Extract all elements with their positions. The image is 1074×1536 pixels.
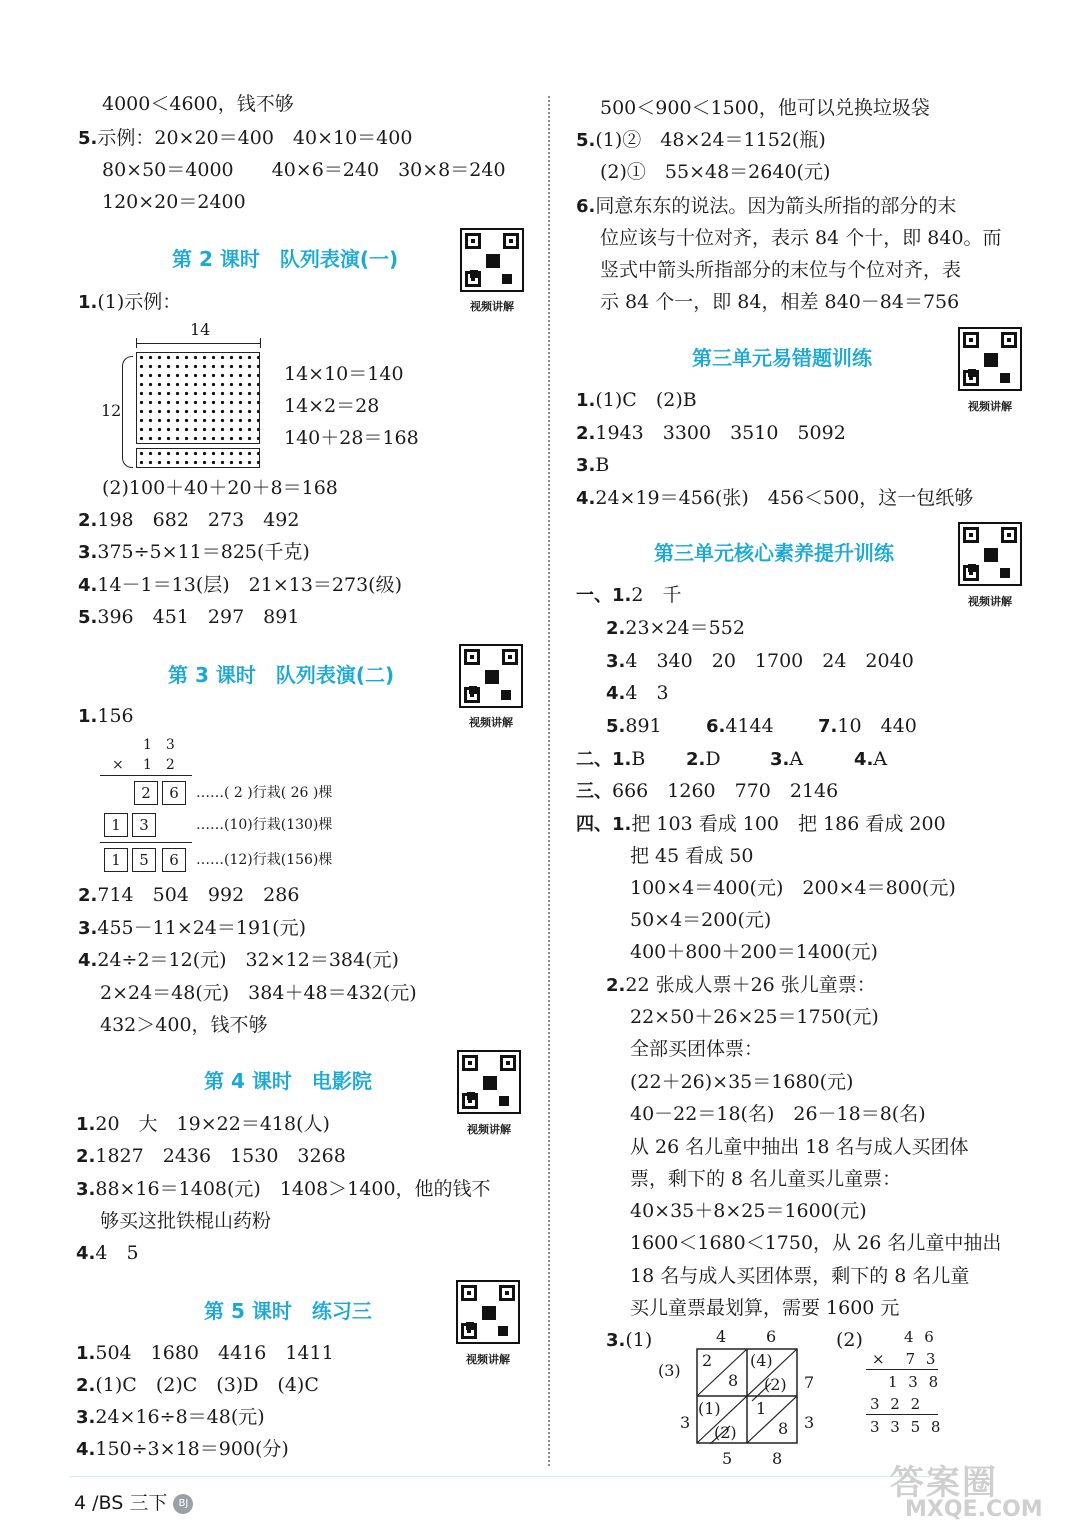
question-5: 5.(1)② 48×24＝1152(瓶) (576, 129, 826, 151)
qr-label: 视频讲解 (469, 716, 513, 729)
page-footer: 4 /BS 三下 BJ (74, 1488, 193, 1515)
part-4-q1: 四、1.把 103 看成 100 把 186 看成 200 (576, 813, 946, 835)
question-1: 1.(1)C (2)B (576, 389, 697, 411)
question-3: 3.B (576, 454, 610, 476)
line-text: (2)① 55×48＝2640(元) (600, 161, 831, 183)
qr-code-icon[interactable] (460, 228, 524, 292)
sub-label: (2) (836, 1329, 863, 1351)
section-title: 第 3 课时 队列表演(二) (168, 663, 395, 687)
part-1-q6: 6.4144 (706, 715, 774, 737)
line-text: 1600＜1680＜1750，从 26 名儿童中抽出 (630, 1232, 1002, 1254)
footer-rule (70, 1476, 930, 1477)
part-4-q3: 3.(1) (606, 1329, 653, 1351)
question-1: 1.504 1680 4416 1411 (76, 1342, 334, 1364)
question-5: 5.396 451 297 891 (78, 606, 300, 628)
question-4: 4.24×19＝456(张) 456＜500，这一包纸够 (576, 487, 974, 509)
part-2-q3: 3.A (770, 748, 804, 770)
column-divider (548, 96, 550, 1466)
section-title: 第 4 课时 电影院 (204, 1069, 372, 1093)
line-text: 4000＜4600，钱不够 (102, 93, 294, 115)
dot-grid-extra (137, 449, 259, 467)
line-text: (22＋26)×35＝1680(元) (630, 1071, 854, 1093)
line-text: 示 84 个一，即 84，相差 840－84＝756 (600, 291, 960, 313)
part-1-q4: 4.4 3 (606, 682, 669, 704)
section-title: 第 5 课时 练习三 (204, 1299, 372, 1323)
equation: 14×10＝140 (284, 363, 404, 385)
question-3: 3.88×16＝1408(元) 1408＞1400，他的钱不 (76, 1178, 491, 1200)
equation: 140＋28＝168 (284, 427, 419, 449)
question-3: 3.455－11×24＝191(元) (78, 917, 307, 939)
line-text: 100×4＝400(元) 200×4＝800(元) (630, 877, 956, 899)
section-title: 第 2 课时 队列表演(一) (172, 247, 399, 271)
part-1-q2: 2.23×24＝552 (606, 617, 745, 639)
line-text: 22×50＋26×25＝1750(元) (630, 1006, 879, 1028)
line-text: 位应该与十位对齐，表示 84 个十，即 840。而 (600, 227, 1002, 249)
question-2: 2.198 682 273 492 (78, 509, 300, 531)
part-2-q2: 2.D (686, 748, 721, 770)
line-text: 票，剩下的 8 名儿童买儿童票： (630, 1168, 902, 1190)
line-text: 2×24＝48(元) 384＋48＝432(元) (100, 982, 417, 1004)
part-2-q1: 二、1.B (576, 748, 646, 770)
line-text: 从 26 名儿童中抽出 18 名与成人买团体 (630, 1136, 969, 1158)
question-4: 4.4 5 (76, 1242, 139, 1264)
question-6: 6.同意东东的说法。因为箭头所指的部分的末 (576, 195, 957, 217)
dot-grid (137, 353, 259, 443)
part-4-q2: 2.22 张成人票＋26 张儿童票： (606, 974, 876, 996)
question-5: 5.示例：20×20＝400 40×10＝400 (78, 127, 413, 149)
qr-label: 视频讲解 (466, 1353, 510, 1366)
line-text: 80×50＝4000 40×6＝240 30×8＝240 (102, 159, 506, 181)
question-2: 2.1827 2436 1530 3268 (76, 1145, 346, 1167)
part-1-q3: 3.4 340 20 1700 24 2040 (606, 650, 914, 672)
line-text: 400＋800＋200＝1400(元) (630, 941, 878, 963)
question-2: 2.(1)C (2)C (3)D (4)C (76, 1374, 319, 1396)
question-4: 4.14－1＝13(层) 21×13＝273(级) (78, 574, 403, 596)
question-1: 1.156 (78, 705, 134, 727)
line-text: 40－22＝18(名) 26－18＝8(名) (630, 1103, 926, 1125)
line-text: 买儿童票最划算，需要 1600 元 (630, 1297, 900, 1319)
part-1-q1: 一、1.2 千 (576, 584, 682, 606)
qr-label: 视频讲解 (470, 300, 514, 313)
line-text: 够买这批铁棍山药粉 (100, 1210, 272, 1232)
line-text: 120×20＝2400 (102, 191, 246, 213)
qr-code-icon[interactable] (456, 1280, 520, 1344)
section-title: 第三单元易错题训练 (692, 346, 872, 370)
question-3: 3.375÷5×11＝825(千克) (78, 541, 310, 563)
part-1-q7: 7.10 440 (818, 715, 917, 737)
question-2: 2.714 504 992 286 (78, 884, 300, 906)
line-text: 432＞400，钱不够 (100, 1014, 268, 1036)
question-4: 4.24÷2＝12(元) 32×12＝384(元) (78, 949, 399, 971)
watermark-url: MXQE.COM (905, 1497, 1043, 1522)
qr-code-icon[interactable] (459, 644, 523, 708)
watermark: 答案圈 (890, 1463, 998, 1503)
line-text: 50×4＝200(元) (630, 909, 772, 931)
qr-code-icon[interactable] (958, 327, 1022, 391)
part-2-q4: 4.A (854, 748, 888, 770)
section-title: 第三单元核心素养提升训练 (654, 541, 894, 565)
qr-label: 视频讲解 (968, 400, 1012, 413)
equation: 14×2＝28 (284, 395, 380, 417)
line-text: (2)100＋40＋20＋8＝168 (102, 477, 338, 499)
line-text: 全部买团体票： (630, 1038, 764, 1060)
qr-code-icon[interactable] (958, 522, 1022, 586)
edition-mark-icon: BJ (173, 1494, 193, 1514)
question-2: 2.1943 3300 3510 5092 (576, 422, 846, 444)
question-4: 4.150÷3×18＝900(分) (76, 1438, 289, 1460)
qr-label: 视频讲解 (467, 1123, 511, 1136)
part-3: 三、666 1260 770 2146 (576, 780, 839, 802)
line-text: 18 名与成人买团体票，剩下的 8 名儿童 (630, 1265, 970, 1287)
qr-code-icon[interactable] (457, 1050, 521, 1114)
line-text: 竖式中箭头所指部分的末位与个位对齐，表 (600, 259, 962, 281)
qr-label: 视频讲解 (968, 595, 1012, 608)
line-text: 把 45 看成 50 (630, 845, 754, 867)
question-1: 1.(1)示例： (78, 291, 182, 313)
question-1: 1.20 大 19×22＝418(人) (76, 1113, 330, 1135)
line-text: 40×35＋8×25＝1600(元) (630, 1200, 867, 1222)
question-3: 3.24×16÷8＝48(元) (76, 1406, 265, 1428)
line-text: 500＜900＜1500，他可以兑换垃圾袋 (600, 97, 930, 119)
part-1-q5: 5.891 (606, 715, 662, 737)
